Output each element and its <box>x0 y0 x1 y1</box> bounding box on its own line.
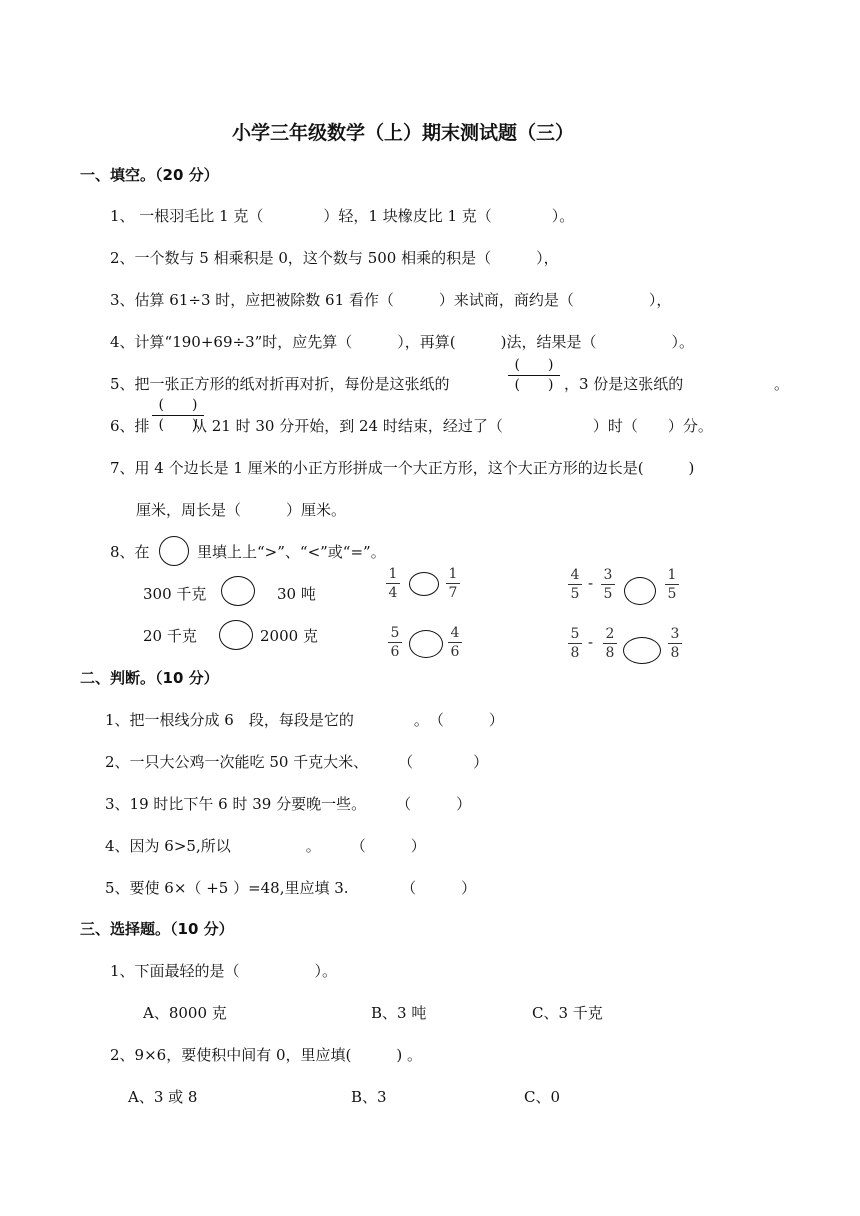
fill-question-3: 3、估算 61÷3 时，应把被除数 61 看作（ ）来试商，商约是（ ）， <box>110 291 672 309</box>
choice-2-option-c: C、0 <box>524 1088 561 1106</box>
fill-question-7-line-1: 7、用 4 个边长是 1 厘米的小正方形拼成一个大正方形，这个大正方形的边长是( ) <box>110 459 695 477</box>
compare-3-circle[interactable] <box>409 572 439 596</box>
blank-denominator: ( ) <box>514 377 554 393</box>
fill-question-5-end: 。 <box>774 375 790 393</box>
compare-2-left: 20 千克 <box>143 627 197 645</box>
choice-1-option-a: A、8000 克 <box>143 1004 227 1022</box>
judge-question-4: 4、因为 6>5,所以 。 （ ） <box>105 837 426 855</box>
compare-2-circle[interactable] <box>219 620 253 650</box>
judge-question-2: 2、一只大公鸡一次能吃 50 千克大米、 （ ） <box>105 753 489 771</box>
blank-numerator: ( ) <box>152 396 204 416</box>
minus-sign: - <box>588 574 594 592</box>
fraction-1-4: $\frac{1}{4}$ <box>386 565 400 602</box>
fill-question-5-text: 5、把一张正方形的纸对折再对折，每份是这张纸的 <box>110 375 450 393</box>
fraction-3-8: $\frac{3}{8}$ <box>668 625 682 662</box>
fill-question-6-text-2: 从 21 时 30 分开始，到 24 时结束，经过了（ ）时（ ）分。 <box>192 417 713 435</box>
compare-1-circle[interactable] <box>221 576 255 606</box>
fraction-4-6: $\frac{4}{6}$ <box>448 624 462 661</box>
choice-2-option-b: B、3 <box>351 1088 387 1106</box>
choice-question-1: 1、下面最轻的是（ ）。 <box>110 962 338 980</box>
section-judge-heading: 二、判断。（10 分） <box>80 669 219 687</box>
section-choice-heading: 三、选择题。（10 分） <box>80 920 234 938</box>
compare-circle-icon <box>159 536 189 566</box>
choice-1-option-c: C、3 千克 <box>532 1004 603 1022</box>
minus-sign: - <box>588 633 594 651</box>
choice-2-option-a: A、3 或 8 <box>128 1088 198 1106</box>
fill-question-8-text-2: 里填上上“>”、“<”或“=”。 <box>197 543 386 561</box>
compare-5-circle[interactable] <box>624 577 656 605</box>
fill-question-1: 1、 一根羽毛比 1 克（ ）轻，1 块橡皮比 1 克（ ）。 <box>110 207 575 225</box>
fraction-3-5: $\frac{3}{5}$ <box>601 566 615 603</box>
fill-question-6-text: 6、排 <box>110 417 150 435</box>
blank-numerator: ( ) <box>508 356 560 376</box>
fill-question-7-line-2: 厘米，周长是（ ）厘米。 <box>136 501 347 519</box>
fraction-2-8: $\frac{2}{8}$ <box>603 625 617 662</box>
fraction-5-8: $\frac{5}{8}$ <box>568 625 582 662</box>
compare-2-right: 2000 克 <box>260 627 318 645</box>
compare-1-left: 300 千克 <box>143 585 207 603</box>
judge-question-1: 1、把一根线分成 6 段，每段是它的 。 （ ） <box>105 711 504 729</box>
page-title: 小学三年级数学（上）期末测试题（三） <box>232 122 575 144</box>
fill-question-4: 4、计算“190+69÷3”时，应先算（ ），再算( )法，结果是（ ）。 <box>110 333 694 351</box>
choice-question-2: 2、9×6，要使积中间有 0，里应填( ) 。 <box>110 1046 422 1064</box>
section-fill-heading: 一、填空。（20 分） <box>80 166 219 184</box>
fill-question-2: 2、一个数与 5 相乘积是 0，这个数与 500 相乘的积是（ ）， <box>110 249 559 267</box>
fill-question-8-text: 8、在 <box>110 543 150 561</box>
fraction-4-5: $\frac{4}{5}$ <box>568 566 582 603</box>
compare-6-circle[interactable] <box>623 637 661 664</box>
blank-denominator: ( ) <box>158 417 198 433</box>
fill-question-5-text-2: ，3 份是这张纸的 <box>564 375 684 393</box>
compare-4-circle[interactable] <box>409 630 443 658</box>
fraction-1-7: $\frac{1}{7}$ <box>446 565 460 602</box>
judge-question-3: 3、19 时比下午 6 时 39 分要晚一些。 （ ） <box>105 795 472 813</box>
judge-question-5: 5、要使 6×（ +5 ）=48,里应填 3. （ ） <box>105 879 477 897</box>
fraction-5-6: $\frac{5}{6}$ <box>388 624 402 661</box>
fill-question-5-blank-fraction <box>508 356 560 395</box>
compare-1-right: 30 吨 <box>277 585 316 603</box>
fraction-1-5: $\frac{1}{5}$ <box>665 566 679 603</box>
choice-1-option-b: B、3 吨 <box>371 1004 427 1022</box>
